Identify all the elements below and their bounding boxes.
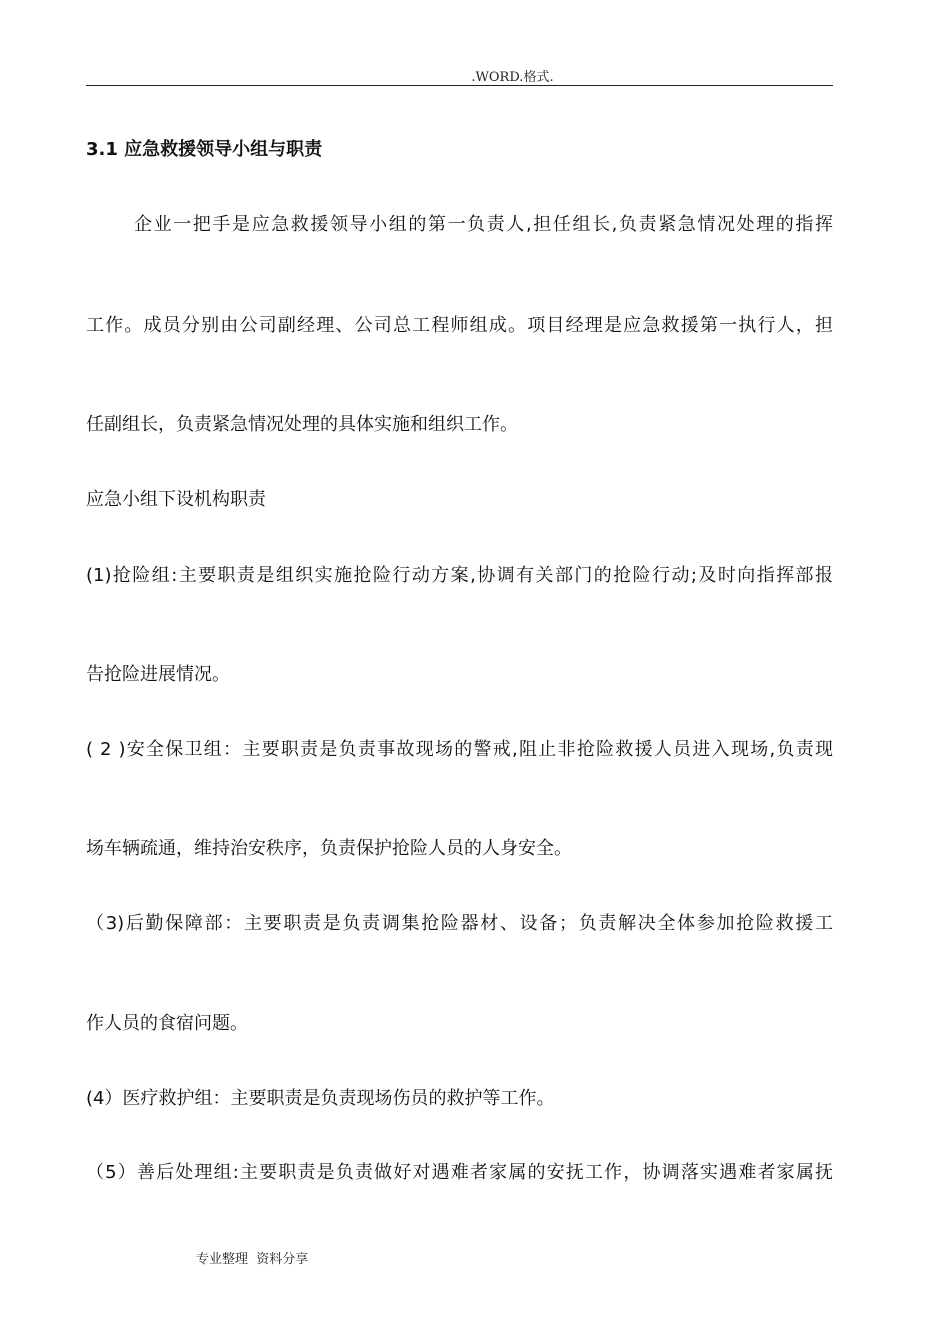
list-item-line: (4）医疗救护组：主要职责是负责现场伤员的救护等工作。 bbox=[86, 1088, 555, 1109]
list-item-line: 告抢险进展情况。 bbox=[86, 664, 230, 685]
page-header-text: .WORD.格式. bbox=[471, 70, 554, 85]
list-item-line: （5）善后处理组:主要职责是负责做好对遇难者家属的安抚工作，协调落实遇难者家属抚 bbox=[86, 1162, 833, 1183]
paragraph-line: 任副组长，负责紧急情况处理的具体实施和组织工作。 bbox=[86, 414, 518, 435]
header-divider bbox=[86, 85, 833, 86]
subheading: 应急小组下设机构职责 bbox=[86, 489, 266, 510]
list-item-line: 作人员的食宿问题。 bbox=[86, 1013, 248, 1034]
section-heading: 3.1 应急救援领导小组与职责 bbox=[86, 139, 323, 160]
page-footer-text: 专业整理 资料分享 bbox=[196, 1252, 309, 1267]
paragraph-line: 企业一把手是应急救援领导小组的第一负责人,担任组长,负责紧急情况处理的指挥 bbox=[134, 214, 833, 235]
list-item-line: (1)抢险组:主要职责是组织实施抢险行动方案,协调有关部门的抢险行动;及时向指挥部报 bbox=[86, 565, 833, 586]
paragraph-line: 工作。成员分别由公司副经理、公司总工程师组成。项目经理是应急救援第一执行人，担 bbox=[86, 315, 833, 336]
list-item-line: ( 2 )安全保卫组：主要职责是负责事故现场的警戒,阻止非抢险救援人员进入现场,负责现 bbox=[86, 739, 833, 760]
list-item-line: 场车辆疏通，维持治安秩序，负责保护抢险人员的人身安全。 bbox=[86, 838, 572, 859]
list-item-line: （3)后勤保障部：主要职责是负责调集抢险器材、设备；负责解决全体参加抢险救援工 bbox=[86, 913, 833, 934]
